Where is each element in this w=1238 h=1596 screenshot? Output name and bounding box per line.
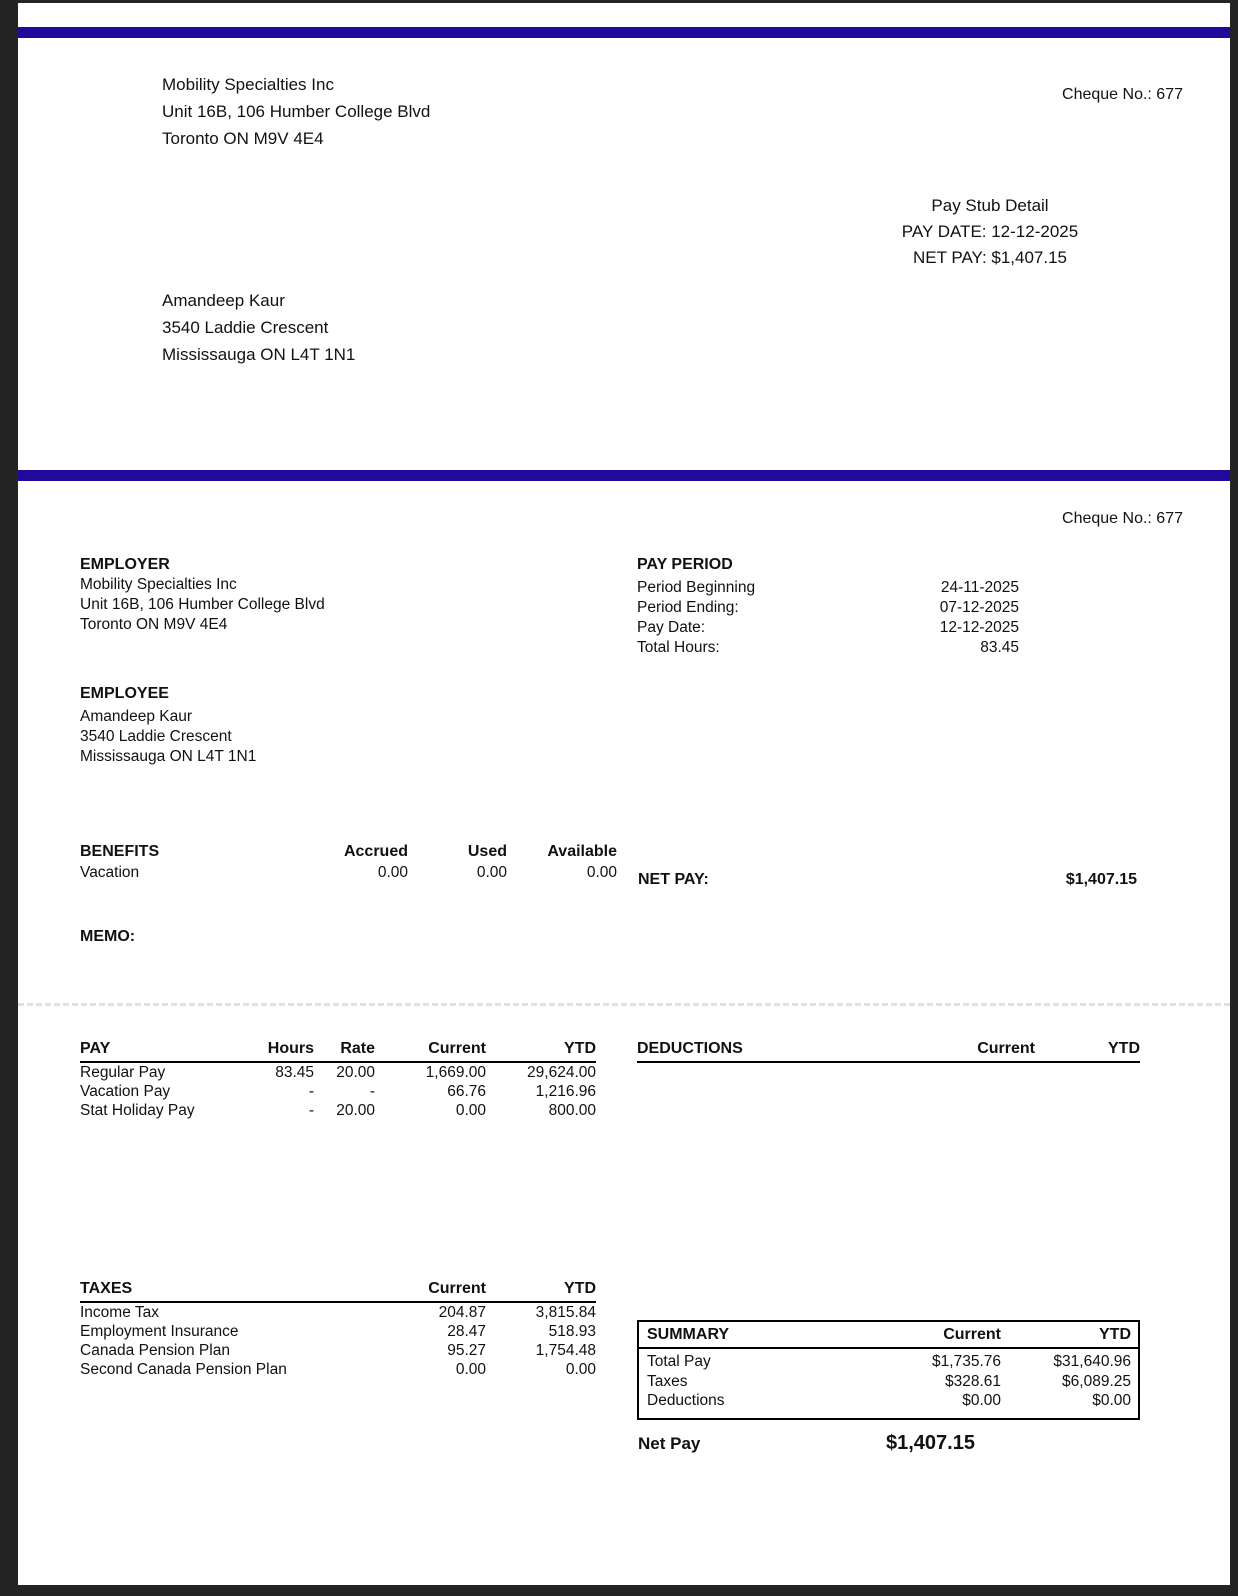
summary-rows (639, 1349, 1138, 1411)
pay-period-value: 24-11-2025 (940, 579, 1019, 596)
deductions-heading: DEDUCTIONS (637, 1040, 743, 1057)
summary-row-name: Taxes (647, 1372, 688, 1390)
dashed-separator (18, 1003, 1230, 1006)
pay-row-hours: - (308, 1102, 314, 1119)
company-address-line2: Toronto ON M9V 4E4 (162, 129, 324, 148)
employee-address-block-main (80, 707, 256, 767)
pay-table (80, 1040, 596, 1120)
pay-stub-detail-block (690, 193, 1238, 271)
tax-row-name: Second Canada Pension Plan (80, 1361, 287, 1378)
pay-period-value: 12-12-2025 (939, 619, 1019, 636)
summary-row-total-pay (647, 1352, 1131, 1372)
pay-row-rate: 20.00 (336, 1102, 375, 1119)
pay-row-name: Stat Holiday Pay (80, 1102, 195, 1119)
benefits-header-row (80, 843, 617, 861)
summary-heading: SUMMARY (647, 1326, 730, 1343)
employee-name: Amandeep Kaur (162, 291, 285, 310)
pay-period-label: Period Ending: (637, 599, 739, 616)
summary-col-current: Current (943, 1326, 1001, 1343)
cheque-number-main: Cheque No.: 677 (1062, 510, 1183, 527)
net-pay-row (638, 871, 1137, 889)
benefits-heading: BENEFITS (80, 843, 160, 860)
summary-row-ytd: $0.00 (1092, 1392, 1131, 1409)
employer-heading: EMPLOYER (80, 556, 170, 573)
summary-row-current: $328.61 (944, 1372, 1001, 1390)
top-accent-bar (18, 27, 1230, 38)
pay-row-ytd: 1,216.96 (535, 1083, 596, 1100)
pay-period-label: Pay Date: (637, 619, 706, 636)
summary-row-taxes (647, 1372, 1131, 1392)
pay-heading: PAY (80, 1040, 111, 1057)
summary-row-ytd: $6,089.25 (1062, 1372, 1131, 1390)
pay-period-value: 07-12-2025 (939, 599, 1019, 616)
tax-row-cpp (80, 1341, 596, 1360)
pay-stub-page (18, 3, 1230, 1585)
summary-header (639, 1322, 1138, 1349)
tax-row-ytd: 3,815.84 (535, 1304, 596, 1321)
taxes-table (80, 1280, 596, 1379)
net-pay-total-row (638, 1432, 1138, 1460)
employee-heading: EMPLOYEE (80, 685, 169, 702)
tax-row-current: 204.87 (438, 1304, 486, 1321)
tax-row-current: 0.00 (455, 1361, 486, 1378)
deductions-table-header (637, 1040, 1140, 1063)
employee-address-line2: Mississauga ON L4T 1N1 (162, 345, 356, 364)
pay-row-rate: - (369, 1083, 375, 1100)
pay-row-current: 1,669.00 (425, 1064, 486, 1081)
benefits-col-accrued: Accrued (343, 843, 408, 860)
pay-row-vacation (80, 1082, 596, 1101)
benefits-row-vacation (80, 864, 617, 882)
summary-row-current: $1,735.76 (932, 1353, 1001, 1370)
pay-row-rate: 20.00 (336, 1064, 375, 1081)
benefits-col-available: Available (547, 843, 617, 860)
pay-table-header (80, 1040, 596, 1063)
taxes-heading: TAXES (80, 1280, 133, 1297)
pay-col-current: Current (428, 1040, 486, 1057)
pay-row-ytd: 800.00 (548, 1102, 596, 1119)
company-address-block (162, 71, 430, 152)
pay-row-name: Regular Pay (80, 1064, 166, 1081)
net-pay-value: $1,407.15 (1065, 871, 1137, 888)
tax-row-employment-insurance (80, 1322, 596, 1341)
employee-address-line2: Mississauga ON L4T 1N1 (80, 748, 257, 765)
pay-col-hours: Hours (267, 1040, 314, 1057)
deductions-table (637, 1040, 1140, 1063)
company-address-line1: Unit 16B, 106 Humber College Blvd (162, 102, 431, 121)
tax-row-income-tax (80, 1303, 596, 1322)
summary-col-ytd: YTD (1099, 1326, 1131, 1343)
summary-row-name: Deductions (647, 1392, 725, 1409)
summary-box (637, 1320, 1140, 1420)
tax-row-ytd: 1,754.48 (535, 1342, 596, 1359)
pay-date-line: PAY DATE: 12-12-2025 (901, 222, 1079, 241)
pay-period-label: Period Beginning (637, 579, 756, 596)
pay-row-hours: - (308, 1083, 314, 1100)
employer-address-line1: Unit 16B, 106 Humber College Blvd (80, 596, 325, 613)
tax-row-name: Canada Pension Plan (80, 1342, 230, 1359)
employer-address-line2: Toronto ON M9V 4E4 (80, 616, 228, 633)
deductions-col-current: Current (977, 1040, 1035, 1057)
tax-row-name: Income Tax (80, 1304, 159, 1321)
memo-label: MEMO: (80, 928, 136, 945)
summary-row-deductions (647, 1391, 1131, 1411)
taxes-table-header (80, 1280, 596, 1303)
summary-row-ytd: $31,640.96 (1053, 1353, 1131, 1370)
benefit-name: Vacation (80, 864, 140, 881)
tax-row-ytd: 518.93 (548, 1323, 596, 1340)
employee-address-line1: 3540 Laddie Crescent (80, 728, 232, 745)
benefit-used-value: 0.00 (476, 864, 507, 881)
pay-period-row (637, 598, 1019, 618)
employee-address-line1: 3540 Laddie Crescent (162, 318, 329, 337)
tax-row-second-cpp (80, 1360, 596, 1379)
pay-row-ytd: 29,624.00 (527, 1064, 596, 1081)
taxes-col-ytd: YTD (564, 1280, 596, 1297)
net-pay-total-label: Net Pay (638, 1434, 701, 1453)
summary-row-name: Total Pay (647, 1353, 711, 1370)
pay-row-regular (80, 1063, 596, 1082)
employee-address-block (162, 287, 355, 368)
tax-row-current: 95.27 (447, 1342, 486, 1359)
net-pay-line-top: NET PAY: $1,407.15 (912, 248, 1068, 267)
benefit-accrued-value: 0.00 (377, 864, 408, 881)
pay-row-name: Vacation Pay (80, 1083, 171, 1100)
employee-name: Amandeep Kaur (80, 708, 193, 725)
pay-stub-detail-title: Pay Stub Detail (931, 196, 1049, 215)
tax-row-name: Employment Insurance (80, 1323, 239, 1340)
company-name: Mobility Specialties Inc (162, 75, 334, 94)
pay-period-value: 83.45 (980, 639, 1019, 656)
tax-row-ytd: 0.00 (565, 1361, 596, 1378)
pay-row-hours: 83.45 (275, 1064, 314, 1081)
pay-row-current: 66.76 (447, 1083, 486, 1100)
tax-row-current: 28.47 (447, 1323, 486, 1340)
summary-row-current: $0.00 (962, 1392, 1001, 1409)
employer-address-block (80, 575, 325, 635)
section-accent-bar (18, 470, 1230, 481)
pay-col-ytd: YTD (564, 1040, 596, 1057)
pay-period-row (637, 638, 1019, 658)
pay-period-heading: PAY PERIOD (637, 556, 733, 573)
pay-period-row (637, 618, 1019, 638)
taxes-col-current: Current (428, 1280, 486, 1297)
net-pay-total-value: $1,407.15 (886, 1432, 975, 1454)
cheque-number-top: Cheque No.: 677 (1062, 86, 1183, 103)
pay-period-row (637, 578, 1019, 598)
benefits-col-used: Used (467, 843, 507, 860)
employer-name: Mobility Specialties Inc (80, 576, 237, 593)
pay-period-label: Total Hours: (637, 639, 720, 656)
benefit-available-value: 0.00 (586, 864, 617, 881)
pay-row-stat-holiday (80, 1101, 596, 1120)
deductions-col-ytd: YTD (1108, 1040, 1140, 1057)
net-pay-label: NET PAY: (638, 871, 709, 888)
pay-col-rate: Rate (340, 1040, 375, 1057)
pay-period-table (637, 578, 1019, 658)
pay-row-current: 0.00 (455, 1102, 486, 1119)
